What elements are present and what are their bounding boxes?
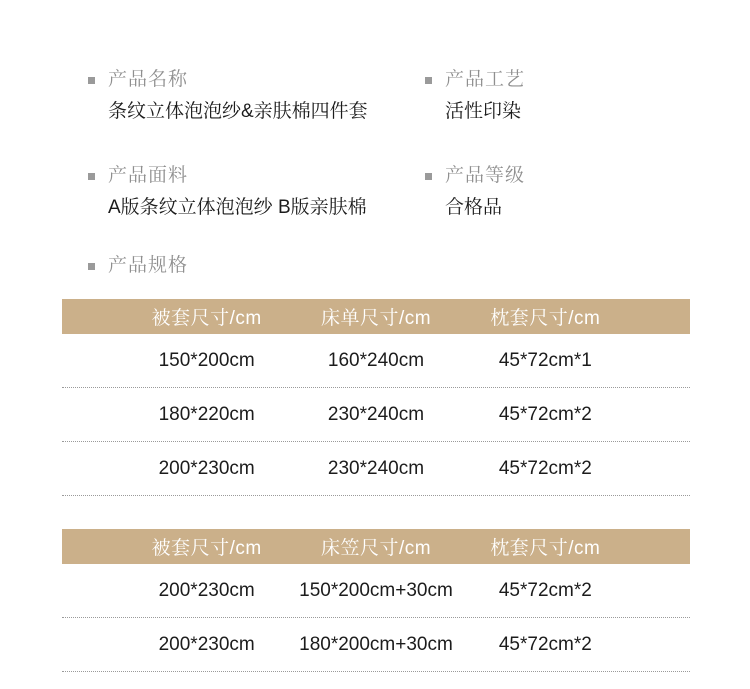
table-header-cell: 床单尺寸/cm	[320, 308, 432, 329]
square-bullet-icon	[425, 173, 432, 180]
table-header-cell: 被套尺寸/cm	[151, 308, 262, 329]
table-row	[62, 618, 690, 672]
table-row	[62, 388, 690, 442]
table-cell: 45*72cm*2	[498, 633, 592, 655]
table-cell: 180*220cm	[158, 403, 255, 425]
square-bullet-icon	[425, 77, 432, 84]
info-label: 产品等级	[445, 165, 526, 186]
info-label: 产品工艺	[445, 69, 526, 90]
square-bullet-icon	[88, 77, 95, 84]
table-row	[62, 442, 690, 496]
square-bullet-icon	[88, 263, 95, 270]
info-label-row	[88, 68, 425, 92]
table-cell: 180*200cm+30cm	[299, 633, 453, 655]
info-label-row	[425, 164, 750, 188]
table-header-row	[62, 299, 690, 334]
info-label-row	[88, 164, 425, 188]
table-cell: 45*72cm*2	[498, 457, 592, 479]
table-header-cell: 枕套尺寸/cm	[490, 538, 601, 559]
info-label: 产品面料	[108, 165, 189, 186]
info-label-row	[425, 68, 750, 92]
table-row	[62, 334, 690, 388]
info-item-product-fabric	[88, 164, 425, 222]
square-bullet-icon	[88, 173, 95, 180]
table-header-cell: 枕套尺寸/cm	[490, 308, 601, 329]
info-value: 条纹立体泡泡纱&亲肤棉四件套	[108, 101, 368, 122]
section-heading-specs	[88, 254, 750, 278]
size-table-sheet	[62, 299, 690, 496]
table-cell: 200*230cm	[158, 633, 255, 655]
table-cell: 150*200cm+30cm	[299, 579, 453, 601]
table-cell: 45*72cm*1	[498, 349, 592, 371]
size-table-fitted-sheet	[62, 529, 690, 672]
table-row	[62, 564, 690, 618]
table-cell: 200*230cm	[158, 457, 255, 479]
table-header-cell: 床笠尺寸/cm	[320, 538, 432, 559]
table-cell: 150*200cm	[158, 349, 255, 371]
info-item-product-grade	[425, 164, 750, 222]
info-value: A版条纹立体泡泡纱 B版亲肤棉	[108, 197, 367, 218]
table-cell: 45*72cm*2	[498, 403, 592, 425]
product-info-grid	[88, 68, 750, 222]
info-item-product-name	[88, 68, 425, 126]
table-cell: 230*240cm	[327, 457, 425, 479]
table-cell: 160*240cm	[327, 349, 425, 371]
table-cell: 200*230cm	[158, 579, 255, 601]
section-heading-label: 产品规格	[108, 255, 189, 276]
table-header-cell: 被套尺寸/cm	[151, 538, 262, 559]
info-value: 活性印染	[445, 101, 522, 122]
info-item-product-craft	[425, 68, 750, 126]
table-header-row	[62, 529, 690, 564]
info-label: 产品名称	[108, 69, 189, 90]
info-value: 合格品	[445, 197, 503, 218]
size-tables	[62, 299, 690, 672]
table-cell: 45*72cm*2	[498, 579, 592, 601]
table-cell: 230*240cm	[327, 403, 425, 425]
